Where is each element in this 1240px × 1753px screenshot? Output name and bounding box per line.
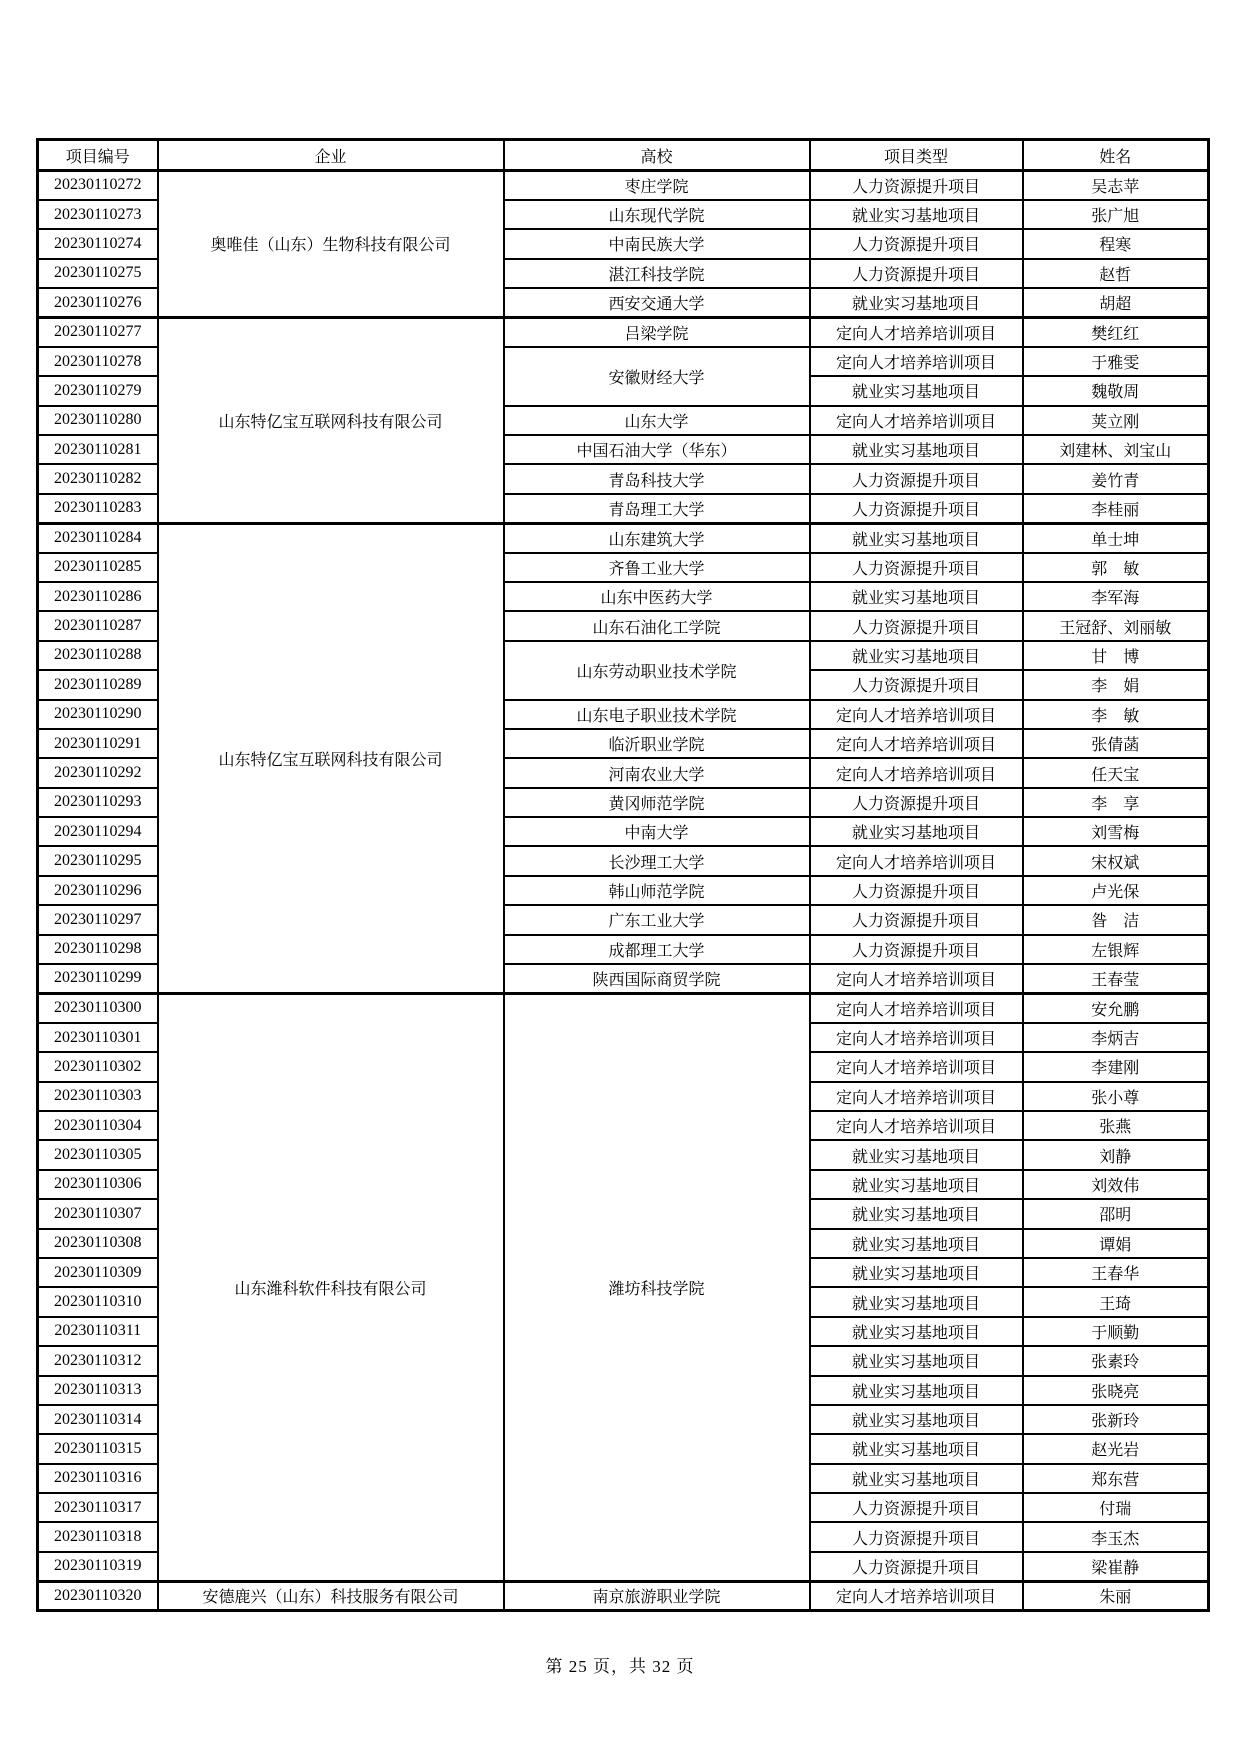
cell-school: 青岛科技大学 [504,464,810,493]
cell-school: 山东现代学院 [504,200,810,229]
cell-project-id: 20230110293 [38,788,158,817]
cell-project-type: 人力资源提升项目 [810,1522,1023,1551]
cell-project-type: 就业实习基地项目 [810,1199,1023,1228]
cell-person-name: 程寒 [1023,229,1209,258]
cell-project-type: 就业实习基地项目 [810,376,1023,405]
cell-project-type: 定向人才培养培训项目 [810,1023,1023,1052]
cell-project-id: 20230110284 [38,523,158,552]
cell-project-id: 20230110276 [38,288,158,317]
cell-project-type: 定向人才培养培训项目 [810,1111,1023,1140]
cell-project-id: 20230110286 [38,582,158,611]
cell-person-name: 李炳吉 [1023,1023,1209,1052]
cell-project-type: 就业实习基地项目 [810,817,1023,846]
cell-school: 山东中医药大学 [504,582,810,611]
cell-project-type: 人力资源提升项目 [810,935,1023,964]
cell-person-name: 张素玲 [1023,1346,1209,1375]
cell-school: 齐鲁工业大学 [504,553,810,582]
cell-project-id: 20230110290 [38,700,158,729]
cell-person-name: 谭娟 [1023,1229,1209,1258]
cell-person-name: 于雅雯 [1023,347,1209,376]
cell-school: 韩山师范学院 [504,876,810,905]
cell-person-name: 胡超 [1023,288,1209,317]
cell-project-id: 20230110309 [38,1258,158,1287]
table-row [38,1581,1209,1610]
cell-project-id: 20230110292 [38,758,158,787]
cell-project-type: 就业实习基地项目 [810,1170,1023,1199]
cell-project-id: 20230110316 [38,1464,158,1493]
cell-project-id: 20230110294 [38,817,158,846]
column-header-person-name: 姓名 [1023,140,1209,171]
cell-project-type: 就业实习基地项目 [810,582,1023,611]
cell-project-id: 20230110311 [38,1317,158,1346]
cell-project-id: 20230110299 [38,964,158,993]
cell-person-name: 王春华 [1023,1258,1209,1287]
cell-school: 枣庄学院 [504,171,810,200]
cell-project-type: 就业实习基地项目 [810,200,1023,229]
column-header-project-type: 项目类型 [810,140,1023,171]
cell-project-id: 20230110307 [38,1199,158,1228]
cell-person-name: 李建刚 [1023,1052,1209,1081]
cell-project-id: 20230110319 [38,1552,158,1581]
cell-project-id: 20230110304 [38,1111,158,1140]
cell-person-name: 李 娟 [1023,670,1209,699]
cell-person-name: 张晓亮 [1023,1376,1209,1405]
cell-project-type: 定向人才培养培训项目 [810,729,1023,758]
cell-project-type: 人力资源提升项目 [810,788,1023,817]
table-row [38,993,1209,1022]
cell-project-type: 定向人才培养培训项目 [810,758,1023,787]
cell-project-type: 定向人才培养培训项目 [810,846,1023,875]
cell-project-id: 20230110306 [38,1170,158,1199]
cell-project-id: 20230110275 [38,259,158,288]
cell-project-id: 20230110308 [38,1229,158,1258]
cell-person-name: 李 享 [1023,788,1209,817]
cell-person-name: 李军海 [1023,582,1209,611]
cell-project-type: 就业实习基地项目 [810,1317,1023,1346]
cell-project-type: 人力资源提升项目 [810,464,1023,493]
table-header-row [38,140,1209,171]
cell-school: 山东石油化工学院 [504,611,810,640]
cell-person-name: 于顺勤 [1023,1317,1209,1346]
cell-company: 奥唯佳（山东）生物科技有限公司 [158,171,504,318]
column-header-company: 企业 [158,140,504,171]
cell-project-type: 就业实习基地项目 [810,435,1023,464]
cell-project-type: 定向人才培养培训项目 [810,317,1023,346]
cell-project-id: 20230110313 [38,1376,158,1405]
cell-project-id: 20230110282 [38,464,158,493]
cell-project-id: 20230110281 [38,435,158,464]
cell-school: 山东电子职业技术学院 [504,700,810,729]
cell-person-name: 王琦 [1023,1287,1209,1316]
cell-person-name: 左银辉 [1023,935,1209,964]
cell-project-type: 人力资源提升项目 [810,611,1023,640]
cell-school: 山东劳动职业技术学院 [504,641,810,700]
cell-project-id: 20230110302 [38,1052,158,1081]
cell-school: 吕梁学院 [504,317,810,346]
cell-project-type: 就业实习基地项目 [810,523,1023,552]
cell-school: 潍坊科技学院 [504,993,810,1581]
cell-company: 山东潍科软件科技有限公司 [158,993,504,1581]
cell-person-name: 魏敬周 [1023,376,1209,405]
cell-school: 中南民族大学 [504,229,810,258]
cell-person-name: 宋权斌 [1023,846,1209,875]
cell-project-id: 20230110297 [38,905,158,934]
cell-project-id: 20230110278 [38,347,158,376]
cell-person-name: 张新玲 [1023,1405,1209,1434]
cell-project-type: 定向人才培养培训项目 [810,964,1023,993]
cell-project-type: 就业实习基地项目 [810,641,1023,670]
cell-person-name: 李 敏 [1023,700,1209,729]
cell-project-id: 20230110318 [38,1522,158,1551]
cell-project-type: 定向人才培养培训项目 [810,1581,1023,1610]
cell-project-id: 20230110300 [38,993,158,1022]
cell-person-name: 赵哲 [1023,259,1209,288]
cell-school: 成都理工大学 [504,935,810,964]
cell-project-id: 20230110295 [38,846,158,875]
cell-school: 河南农业大学 [504,758,810,787]
cell-project-id: 20230110272 [38,171,158,200]
cell-person-name: 李玉杰 [1023,1522,1209,1551]
cell-person-name: 王春莹 [1023,964,1209,993]
cell-person-name: 张燕 [1023,1111,1209,1140]
cell-project-id: 20230110317 [38,1493,158,1522]
cell-project-type: 定向人才培养培训项目 [810,700,1023,729]
cell-project-id: 20230110285 [38,553,158,582]
cell-project-type: 就业实习基地项目 [810,1376,1023,1405]
cell-project-id: 20230110274 [38,229,158,258]
cell-school: 南京旅游职业学院 [504,1581,810,1610]
cell-school: 西安交通大学 [504,288,810,317]
table-header [38,140,1209,171]
cell-project-id: 20230110296 [38,876,158,905]
cell-project-id: 20230110277 [38,317,158,346]
cell-person-name: 卢光保 [1023,876,1209,905]
cell-person-name: 梁崔静 [1023,1552,1209,1581]
cell-school: 青岛理工大学 [504,494,810,523]
cell-project-type: 定向人才培养培训项目 [810,406,1023,435]
cell-project-type: 人力资源提升项目 [810,905,1023,934]
cell-project-type: 人力资源提升项目 [810,1552,1023,1581]
cell-person-name: 郭 敏 [1023,553,1209,582]
cell-project-type: 就业实习基地项目 [810,1140,1023,1169]
cell-school: 长沙理工大学 [504,846,810,875]
column-header-school: 高校 [504,140,810,171]
cell-company: 山东特亿宝互联网科技有限公司 [158,523,504,993]
cell-project-type: 就业实习基地项目 [810,1287,1023,1316]
cell-project-type: 人力资源提升项目 [810,494,1023,523]
cell-person-name: 刘雪梅 [1023,817,1209,846]
cell-school: 临沂职业学院 [504,729,810,758]
projects-table [36,138,1210,1612]
cell-project-id: 20230110314 [38,1405,158,1434]
cell-project-id: 20230110298 [38,935,158,964]
cell-project-type: 人力资源提升项目 [810,1493,1023,1522]
cell-project-type: 人力资源提升项目 [810,876,1023,905]
cell-project-id: 20230110280 [38,406,158,435]
cell-project-id: 20230110273 [38,200,158,229]
cell-project-id: 20230110287 [38,611,158,640]
cell-project-type: 就业实习基地项目 [810,1229,1023,1258]
cell-project-id: 20230110279 [38,376,158,405]
cell-project-type: 人力资源提升项目 [810,171,1023,200]
cell-person-name: 朱丽 [1023,1581,1209,1610]
cell-project-type: 定向人才培养培训项目 [810,347,1023,376]
cell-person-name: 郑东营 [1023,1464,1209,1493]
cell-school: 中南大学 [504,817,810,846]
cell-project-id: 20230110312 [38,1346,158,1375]
cell-person-name: 吴志苹 [1023,171,1209,200]
cell-project-id: 20230110310 [38,1287,158,1316]
cell-person-name: 荚立刚 [1023,406,1209,435]
cell-school: 湛江科技学院 [504,259,810,288]
cell-school: 黄冈师范学院 [504,788,810,817]
column-header-project-id: 项目编号 [38,140,158,171]
cell-project-type: 就业实习基地项目 [810,1346,1023,1375]
cell-project-id: 20230110283 [38,494,158,523]
cell-project-type: 人力资源提升项目 [810,670,1023,699]
cell-person-name: 赵光岩 [1023,1434,1209,1463]
cell-project-id: 20230110291 [38,729,158,758]
cell-project-id: 20230110289 [38,670,158,699]
cell-project-type: 就业实习基地项目 [810,1464,1023,1493]
cell-project-id: 20230110315 [38,1434,158,1463]
cell-person-name: 张广旭 [1023,200,1209,229]
cell-person-name: 单士坤 [1023,523,1209,552]
cell-project-type: 定向人才培养培训项目 [810,993,1023,1022]
cell-person-name: 李桂丽 [1023,494,1209,523]
cell-school: 山东建筑大学 [504,523,810,552]
cell-person-name: 付瑞 [1023,1493,1209,1522]
cell-project-id: 20230110288 [38,641,158,670]
cell-person-name: 安允鹏 [1023,993,1209,1022]
cell-school: 陕西国际商贸学院 [504,964,810,993]
cell-person-name: 甘 博 [1023,641,1209,670]
cell-project-type: 就业实习基地项目 [810,288,1023,317]
cell-person-name: 王冠舒、刘丽敏 [1023,611,1209,640]
cell-project-type: 定向人才培养培训项目 [810,1082,1023,1111]
cell-person-name: 昝 洁 [1023,905,1209,934]
cell-project-type: 人力资源提升项目 [810,229,1023,258]
table-row [38,523,1209,552]
cell-person-name: 刘效伟 [1023,1170,1209,1199]
cell-project-type: 人力资源提升项目 [810,259,1023,288]
cell-project-type: 就业实习基地项目 [810,1434,1023,1463]
cell-project-id: 20230110303 [38,1082,158,1111]
cell-person-name: 邵明 [1023,1199,1209,1228]
cell-person-name: 刘建林、刘宝山 [1023,435,1209,464]
cell-school: 广东工业大学 [504,905,810,934]
cell-person-name: 张倩菡 [1023,729,1209,758]
cell-person-name: 任天宝 [1023,758,1209,787]
cell-project-id: 20230110301 [38,1023,158,1052]
cell-project-type: 人力资源提升项目 [810,553,1023,582]
cell-company: 安德鹿兴（山东）科技服务有限公司 [158,1581,504,1610]
table-row [38,171,1209,200]
cell-project-type: 定向人才培养培训项目 [810,1052,1023,1081]
page-footer: 第 25 页，共 32 页 [545,1657,695,1676]
cell-person-name: 刘静 [1023,1140,1209,1169]
cell-company: 山东特亿宝互联网科技有限公司 [158,317,504,523]
cell-person-name: 樊红红 [1023,317,1209,346]
cell-project-type: 就业实习基地项目 [810,1405,1023,1434]
cell-project-type: 就业实习基地项目 [810,1258,1023,1287]
table-body [38,171,1209,1611]
cell-school: 中国石油大学（华东） [504,435,810,464]
cell-person-name: 张小尊 [1023,1082,1209,1111]
cell-school: 安徽财经大学 [504,347,810,406]
cell-project-id: 20230110320 [38,1581,158,1610]
table-row [38,317,1209,346]
cell-school: 山东大学 [504,406,810,435]
cell-project-id: 20230110305 [38,1140,158,1169]
cell-person-name: 姜竹青 [1023,464,1209,493]
